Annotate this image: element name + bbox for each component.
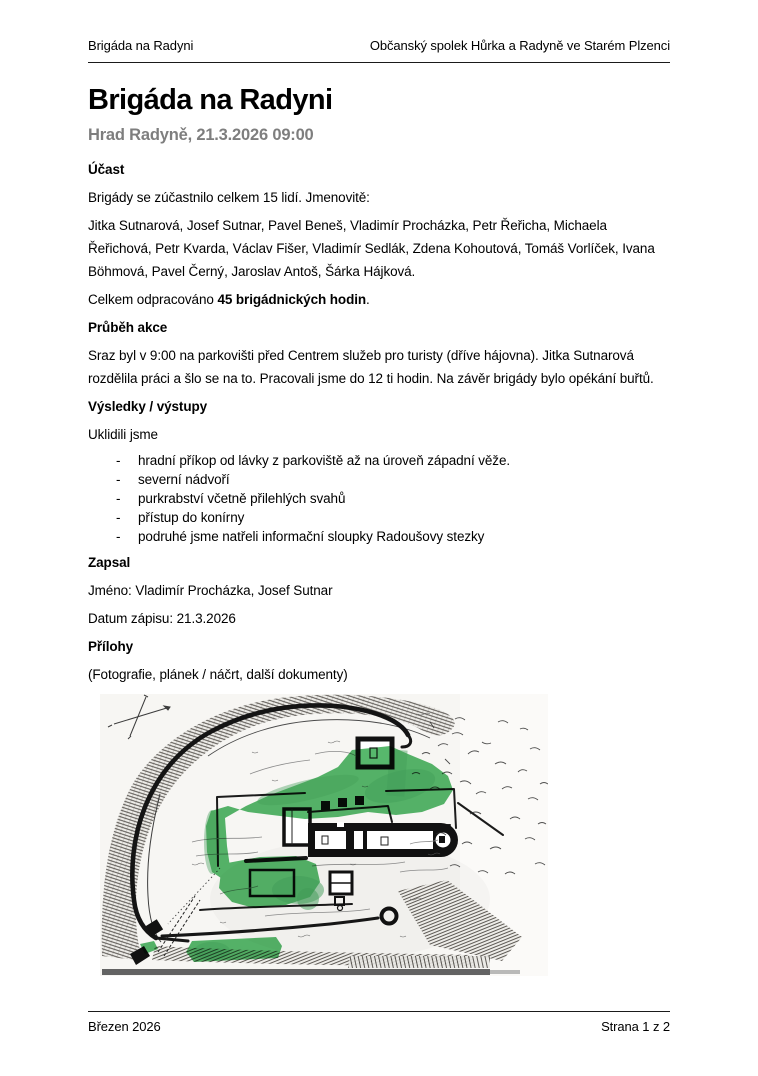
vysledky-list	[88, 451, 670, 546]
header-left-text: Brigáda na Radyni	[88, 38, 194, 53]
prubeh-text: Sraz byl v 9:00 na parkovišti před Centrem služeb pro turisty (dříve hájovna). Jitka Sutnarová rozdělila práci a šlo se na to. Pracovali jsme do 12 ti hodin. Na závěr brigády bylo opékání buřtů.	[88, 348, 654, 386]
section-heading-prilohy: Přílohy	[88, 639, 134, 654]
ucast-total-prefix: Celkem odpracováno	[88, 292, 218, 307]
prilohy-note: (Fotografie, plánek / náčrt, další dokumenty)	[88, 667, 348, 682]
zapsal-date-line: Datum zápisu: 21.3.2026	[88, 611, 236, 626]
footer-right-text: Strana 1 z 2	[601, 1019, 670, 1034]
section-heading-ucast: Účast	[88, 162, 125, 177]
list-item: - severní nádvoří	[116, 470, 670, 489]
page-footer	[88, 1011, 670, 1035]
list-item: - hradní příkop od lávky z parkoviště až na úroveň západní věže.	[116, 451, 670, 470]
ucast-total-suffix: .	[366, 292, 370, 307]
attachment-map-image	[100, 694, 548, 976]
zapsal-name-line: Jméno: Vladimír Procházka, Josef Sutnar	[88, 583, 333, 598]
page-title: Brigáda na Radyni	[88, 84, 333, 116]
section-heading-zapsal: Zapsal	[88, 555, 131, 570]
section-heading-vysledky: Výsledky / výstupy	[88, 399, 208, 414]
ucast-total-bold: 45 brigádnických hodin	[217, 292, 367, 307]
vysledky-intro: Uklidili jsme	[88, 427, 158, 442]
page-header	[88, 38, 670, 63]
footer-left-text: Březen 2026	[88, 1019, 161, 1034]
castle-plan-svg	[100, 694, 548, 976]
list-item: - přístup do konírny	[116, 508, 670, 527]
page-subtitle: Hrad Radyně, 21.3.2026 09:00	[88, 126, 314, 144]
header-right-text: Občanský spolek Hůrka a Radyně ve Starém Plzenci	[369, 38, 670, 53]
ucast-total	[88, 288, 670, 311]
section-heading-prubeh: Průběh akce	[88, 320, 168, 335]
list-item: - podruhé jsme natřeli informační sloupky Radoušovy stezky	[116, 527, 670, 546]
ucast-names: Jitka Sutnarová, Josef Sutnar, Pavel Beneš, Vladimír Procházka, Petr Řeřicha, Michaela Řeřichová, Petr Kvarda, Václav Fišer, Vladimír Sedlák, Zdena Kohoutová, Tomáš Vorlíček, Ivana Böhmová, Pavel Černý, Jaroslav Antoš, Šárka Hájková.	[88, 218, 655, 279]
list-item: - purkrabství včetně přilehlých svahů	[116, 489, 670, 508]
ucast-intro: Brigády se zúčastnilo celkem 15 lidí. Jmenovitě:	[88, 190, 370, 205]
